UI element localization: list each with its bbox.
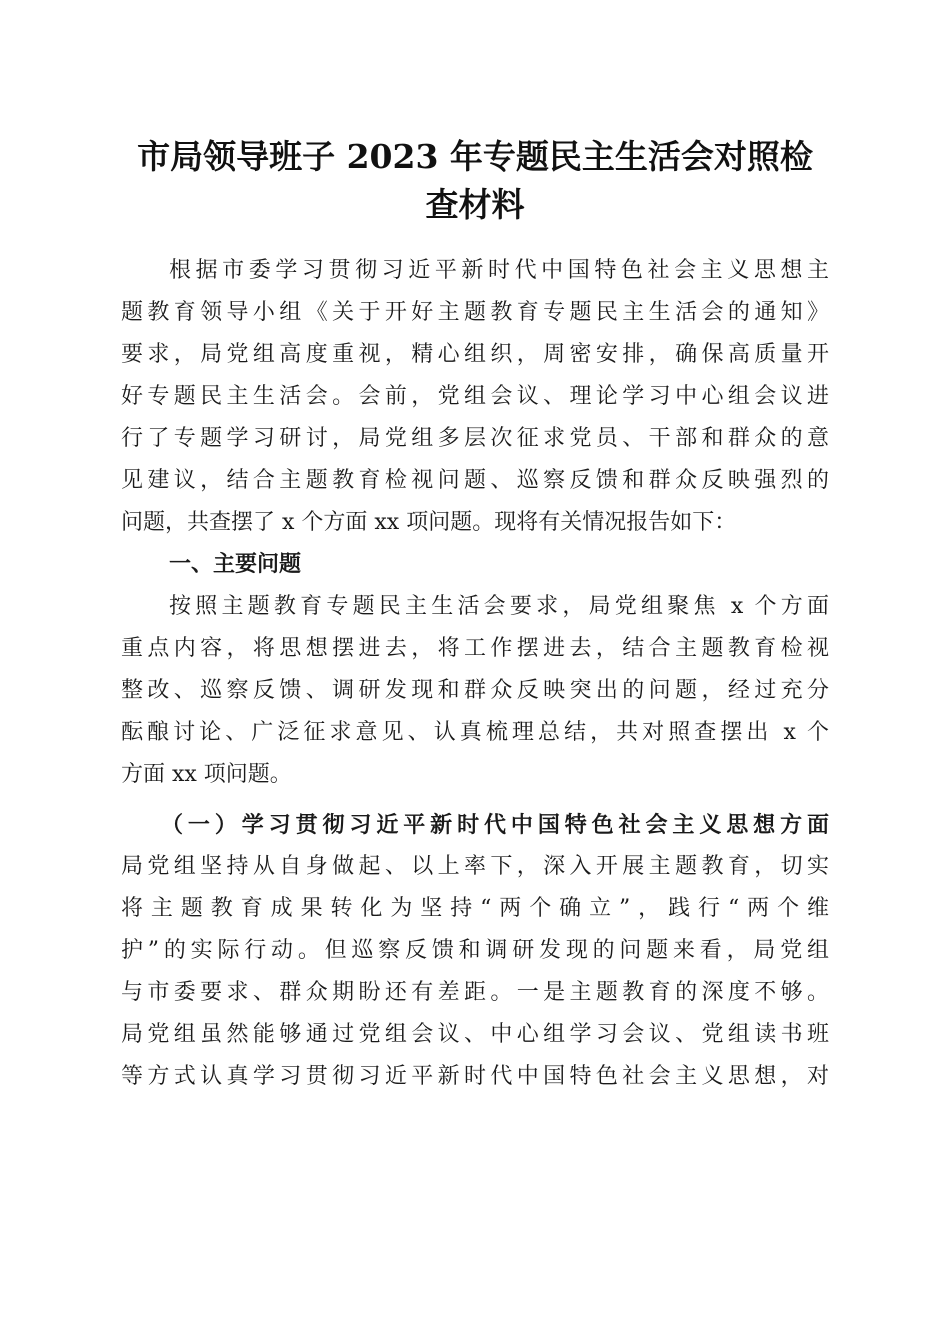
intro-line: 题教育领导小组《关于开好主题教育专题民主生活会的通知》: [121, 300, 829, 325]
intro-line: 见建议，结合主题教育检视问题、巡察反馈和群众反映强烈的: [121, 468, 829, 493]
section1-paragraph: [121, 586, 829, 796]
section1-line: 方面 xx 项问题。: [121, 762, 292, 787]
subsection1-line: 与市委要求、群众期盼还有差距。一是主题教育的深度不够。: [121, 980, 829, 1005]
intro-line: 好专题民主生活会。会前，党组会议、理论学习中心组会议进: [121, 384, 829, 409]
intro-line: 行了专题学习研讨，局党组多层次征求党员、干部和群众的意: [121, 426, 829, 451]
section1-line: 重点内容，将思想摆进去，将工作摆进去，结合主题教育检视: [121, 636, 829, 661]
subsection1-line: 局党组坚持从自身做起、以上率下，深入开展主题教育，切实: [121, 854, 829, 879]
document-body: [121, 250, 829, 1098]
section1-line: 按照主题教育专题民主生活会要求，局党组聚焦 x 个方面: [169, 594, 829, 619]
subsection1-line: 等方式认真学习贯彻习近平新时代中国特色社会主义思想，对: [121, 1064, 829, 1089]
intro-line: 要求，局党组高度重视，精心组织，周密安排，确保高质量开: [121, 342, 829, 367]
subsection1-line: 局党组虽然能够通过党组会议、中心组学习会议、党组读书班: [121, 1022, 829, 1047]
intro-paragraph: [121, 250, 829, 544]
subsection1-paragraph: [121, 846, 829, 1098]
title-line-2: 查材料: [425, 185, 525, 224]
intro-line: 问题，共查摆了 x 个方面 xx 项问题。现将有关情况报告如下：: [121, 510, 737, 535]
subsection-heading-study: （一）学习贯彻习近平新时代中国特色社会主义思想方面: [161, 812, 829, 838]
section1-line: 整改、巡察反馈、调研发现和群众反映突出的问题，经过充分: [121, 678, 829, 703]
intro-line: 根据市委学习贯彻习近平新时代中国特色社会主义思想主: [169, 258, 829, 283]
section-heading-main-problems: 一、主要问题: [169, 552, 302, 577]
subsection1-line: 将主题教育成果转化为坚持“两个确立”，践行“两个维: [121, 896, 829, 921]
title-line-1: 市局领导班子 2023 年专题民主生活会对照检: [137, 137, 813, 176]
document-title: [120, 133, 830, 229]
section1-line: 酝酿讨论、广泛征求意见、认真梳理总结，共对照查摆出 x 个: [121, 720, 829, 745]
subsection1-line: 护”的实际行动。但巡察反馈和调研发现的问题来看，局党组: [121, 938, 829, 963]
